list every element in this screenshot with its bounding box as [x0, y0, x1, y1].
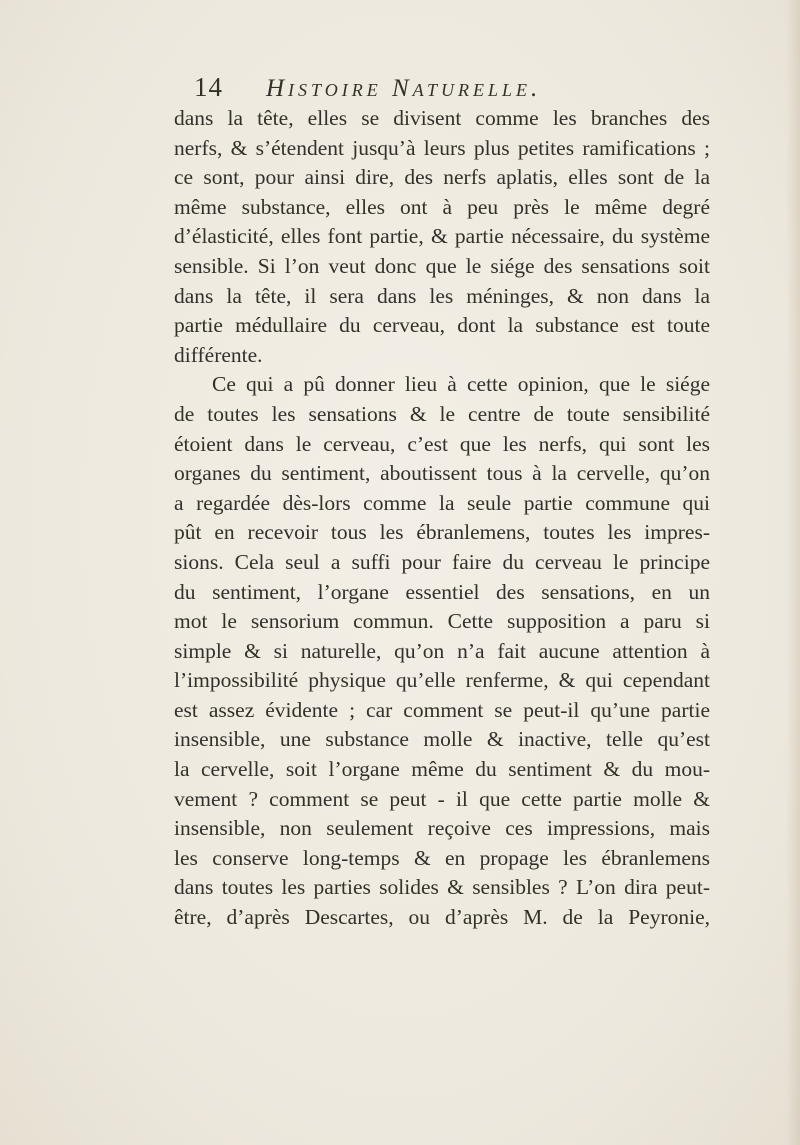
text-line: même substance, elles ont à peu près le même degré: [174, 194, 710, 219]
text-line: a regardée dès-lors comme la seule partie commune qui: [174, 490, 710, 515]
page-number: 14: [194, 72, 223, 102]
text-line: pût en recevoir tous les ébranlemens, toutes les impres-: [174, 520, 710, 545]
text-line: insensible, une substance molle & inactive, telle qu’est: [174, 727, 710, 752]
text-line: insensible, non seulement reçoive ces impressions, mais: [174, 816, 710, 841]
text-line: l’impossibilité physique qu’elle renferme, & qui cependant: [174, 668, 710, 693]
text-line: du sentiment, l’organe essentiel des sensations, en un: [174, 579, 710, 604]
text-line: partie médullaire du cerveau, dont la substance est toute: [174, 313, 710, 338]
page-header: [194, 72, 624, 108]
text-line: de toutes les sensations & le centre de toute sensibilité: [174, 401, 710, 426]
text-line: être, d’après Descartes, ou d’après M. de la Peyronie,: [174, 905, 710, 930]
text-line: la cervelle, soit l’organe même du sentiment & du mou-: [174, 757, 710, 782]
text-line: différente.: [174, 342, 263, 367]
text-line: mot le sensorium commun. Cette supposition a paru si: [174, 609, 710, 634]
text-line: dans toutes les parties solides & sensibles ? L’on dira peut-: [174, 875, 710, 900]
text-line: sensible. Si l’on veut donc que le siége des sensations soit: [174, 253, 710, 278]
body-text: [174, 104, 710, 933]
text-line: étoient dans le cerveau, c’est que les nerfs, qui sont les: [174, 431, 710, 456]
text-line: est assez évidente ; car comment se peut-il qu’une partie: [174, 697, 710, 722]
text-line: dans la tête, il sera dans les méninges, & non dans la: [174, 283, 710, 308]
text-line: dans la tête, elles se divisent comme les branches des: [174, 106, 710, 130]
text-line: ce sont, pour ainsi dire, des nerfs aplatis, elles sont de la: [174, 165, 710, 190]
text-line: d’élasticité, elles font partie, & partie nécessaire, du système: [174, 224, 710, 249]
paragraph-2: [174, 370, 710, 932]
text-line: Ce qui a pû donner lieu à cette opinion, que le siége: [212, 372, 710, 397]
text-line: vement ? comment se peut - il que cette partie molle &: [174, 786, 710, 811]
paragraph-1: [174, 104, 710, 370]
text-line: simple & si naturelle, qu’on n’a fait aucune attention à: [174, 638, 710, 663]
running-title: Histoire Naturelle.: [266, 75, 542, 102]
text-line: les conserve long-temps & en propage les ébranlemens: [174, 845, 710, 870]
text-line: organes du sentiment, aboutissent tous à la cervelle, qu’on: [174, 461, 710, 486]
text-line: sions. Cela seul a suffi pour faire du cerveau le principe: [174, 549, 710, 574]
text-line: nerfs, & s’étendent jusqu’à leurs plus petites ramifications ;: [174, 135, 710, 160]
page-edge-shadow: [786, 0, 800, 1145]
